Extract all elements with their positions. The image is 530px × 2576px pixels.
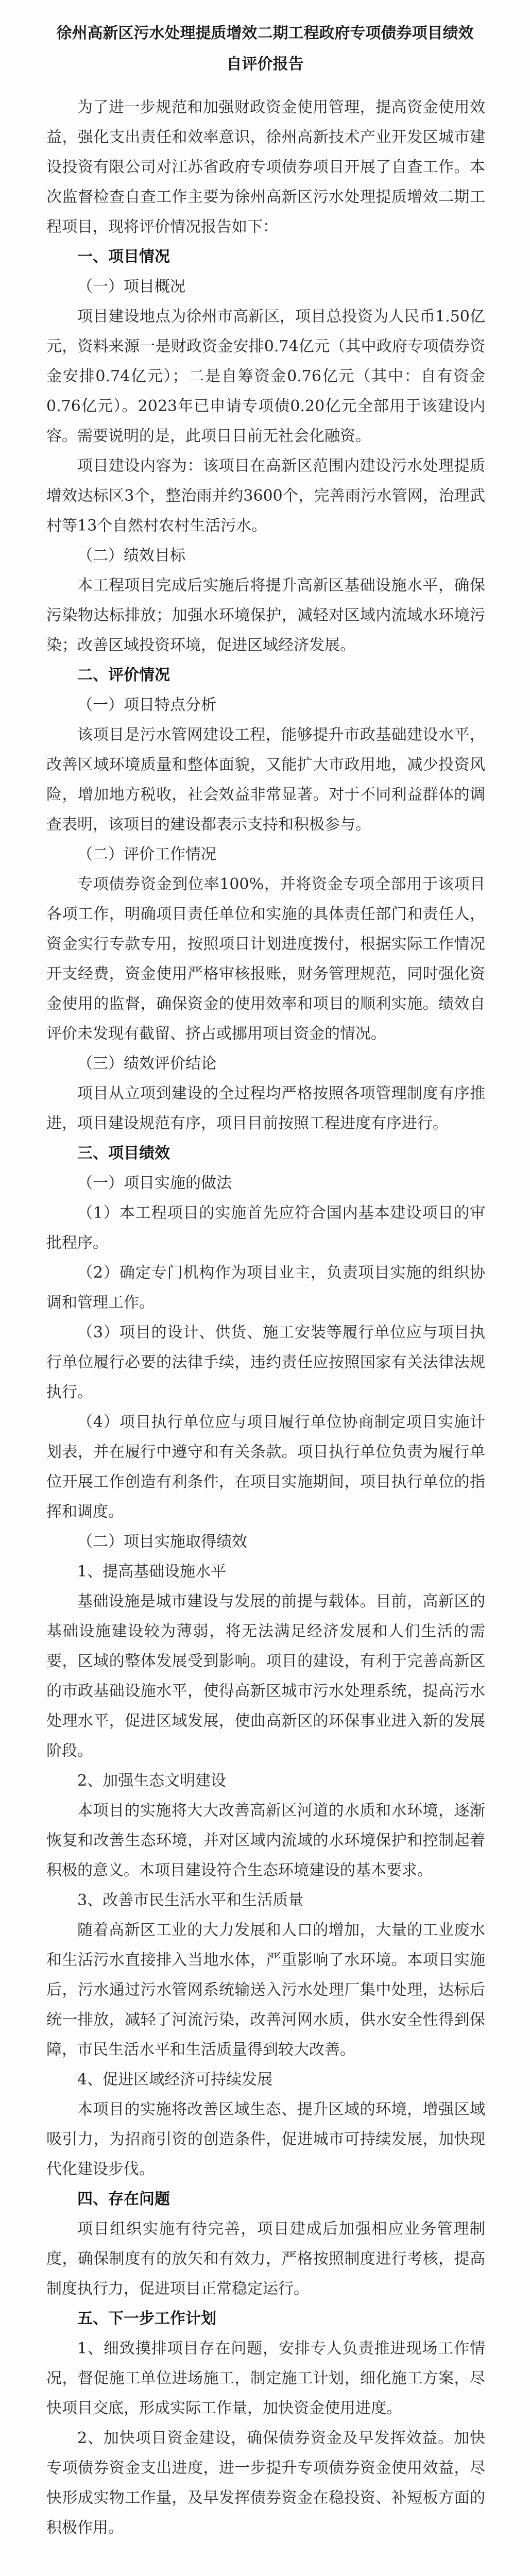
section-heading: 五、下一步工作计划: [77, 2310, 216, 2328]
paragraph: 基础设施是城市建设与发展的前提与载体。目前，高新区的基础设施建设较为薄弱，将无法满足经济发展和人们生活的需要，区域的整体发展受到影响。项目的建设，有利于完善高新区的市政基础设施水平，使得高新区城市污水处理系统，提高污水处理水平，促进区域发展，使曲高新区的环保事业进入新的发展阶段。: [46, 1592, 485, 1760]
paragraph: 本项目的实施将改善区域生态、提升区域的环境，增强区域吸引力，为招商引资的创造条件，促进城市可持续发展，加快现代化建设步伐。: [46, 2100, 485, 2178]
paragraph: （1）本工程项目的实施首先应符合国内基本建设项目的审批程序。: [46, 1204, 485, 1252]
paragraph: 随着高新区工业的大力发展和人口的增加，大量的工业废水和生活污水直接排入当地水体，严重影响了水环境。本项目实施后，污水通过污水管网系统输送入污水处理厂集中处理，达标后统一排放，减轻了河流污染，改善河网水质，供水安全性得到保障，市民生活水平和生活质量得到较大改善。: [46, 1921, 485, 2059]
paragraph: 该项目是污水管网建设工程，能够提升市政基础建设水平，改善区域环境质量和整体面貌，又能扩大市政用地，减少投资风险，增加地方税收，社会效益非常显著。对于不同利益群体的调查表明，该项目的建设都表示支持和积极参与。: [46, 726, 485, 834]
section-heading: 一、项目情况: [77, 248, 170, 266]
paragraph: 项目建设内容为：该项目在高新区范围内建设污水处理提质增效达标区3个，整治雨并约3600个，完善雨污水管网，治理武村等13个自然村农村生活污水。: [46, 457, 485, 535]
paragraph: 专项债券资金到位率100%，并将资金专项全部用于该项目各项工作，明确项目责任单位和实施的具体责任部门和责任人，资金实行专款专用，按照项目计划进度拨付，根据实际工作情况开支经费，资金使用严格审核报账，财务管理规范，同时强化资金使用的监督，确保资金的使用效率和项目的顺利实施。绩效自评价未发现有截留、挤占或挪用项目资金的情况。: [46, 875, 485, 1043]
paragraph: 1、提高基础设施水平: [77, 1563, 227, 1581]
subsection-heading: （二）评价工作情况: [77, 845, 216, 863]
paragraph: 为了进一步规范和加强财政资金使用管理，提高资金使用效益，强化支出责任和效率意识，徐州高新技术产业开发区城市建设投资有限公司对江苏省政府专项债券项目开展了自查工作。本次监督检查自查工作主要为徐州高新区污水处理提质增效二期工程项目，现将评价情况报告如下：: [46, 98, 485, 236]
paragraph: （3）项目的设计、供货、施工安装等履行单位应与项目执行单位履行必要的法律手续，违约责任应按照国家有关法律法规执行。: [46, 1324, 485, 1401]
paragraph: （4）项目执行单位应与项目履行单位协商制定项目实施计划表，并在履行中遵守和有关条款。项目执行单位负责为履行单位开展工作创造有利条件，在项目实施期间，项目执行单位的指挥和调度。: [46, 1413, 485, 1521]
paragraph: 项目建设地点为徐州市高新区，项目总投资为人民币1.50亿元，资料来源一是财政资金安排0.74亿元（其中政府专项债券资金安排0.74亿元）；二是自筹资金0.76亿元（其中：自有资金0.76亿元）。2023年已申请专项债0.20亿元全部用于该建设内容。需要说明的是，此项目目前无社会化融资。: [46, 308, 485, 445]
paragraph: 4、促进区域经济可持续发展: [77, 2071, 273, 2089]
paragraph: 3、改善市民生活水平和生活质量: [77, 1891, 304, 1909]
paragraph: 项目从立项到建设的全过程均严格按照各项管理制度有序推进，项目建设规范有序，项目目前按照工程进度有序进行。: [46, 1084, 485, 1132]
subsection-heading: （一）项目特点分析: [77, 696, 216, 714]
subsection-heading: （三）绩效评价结论: [77, 1055, 216, 1073]
subsection-heading: （二）绩效目标: [77, 547, 185, 565]
section-heading: 三、项目绩效: [77, 1144, 170, 1162]
subsection-heading: （二）项目实施取得绩效: [77, 1533, 247, 1551]
paragraph: （2）确定专门机构作为项目业主，负责项目实施的组织协调和管理工作。: [46, 1264, 485, 1312]
paragraph: 本项目的实施将大大改善高新区河道的水质和水环境，逐渐恢复和改善生态环境，并对区域内流域的水环境保护和控制起着积极的意义。本项目建设符合生态环境建设的基本要求。: [46, 1802, 485, 1879]
section-heading: 二、评价情况: [77, 666, 170, 684]
paragraph: 1、细致摸排项目存在问题，安排专人负责推进现场工作情况，督促施工单位进场施工，制定施工计划，细化施工方案，尽快项目交底，形成实际工作量，加快资金使用进度。: [46, 2340, 485, 2417]
section-heading: 四、存在问题: [77, 2190, 170, 2208]
subsection-heading: （一）项目概况: [77, 278, 185, 296]
report-title-line1: 徐州高新区污水处理提质增效二期工程政府专项债券项目绩效: [56, 24, 474, 42]
paragraph: 2、加快项目资金建设，确保债券资金及早发挥效益。加快专项债券资金支出进度，进一步提升专项债券资金使用效益，尽快形成实物工作量，及早发挥债券资金在稳投资、补短板方面的积极作用。: [46, 2429, 485, 2537]
paragraph: 项目组织实施有待完善，项目建成后加强相应业务管理制度，确保制度有的放矢和有效力，严格按照制度进行考核，提高制度执行力，促进项目正常稳定运行。: [46, 2220, 485, 2298]
paragraph: 本工程项目完成后实施后将提升高新区基础设施水平，确保污染物达标排放；加强水环境保护，减轻对区域内流域水环境污染；改善区域投资环境，促进区域经济发展。: [46, 577, 485, 654]
report-body: [46, 93, 485, 2543]
report-title-line2: 自评价报告: [226, 55, 304, 73]
subsection-heading: （一）项目实施的做法: [77, 1174, 232, 1192]
paragraph: 2、加强生态文明建设: [77, 1772, 227, 1790]
